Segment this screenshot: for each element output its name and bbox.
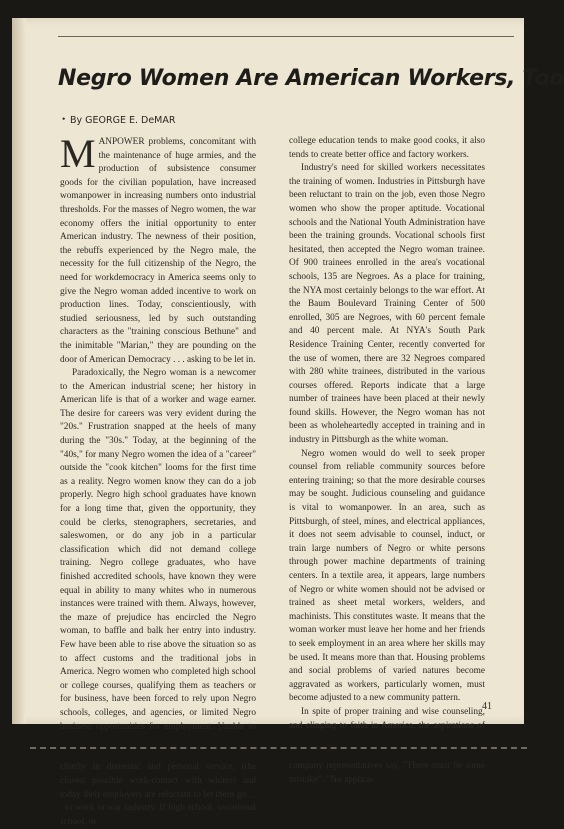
drop-cap: M bbox=[60, 131, 96, 176]
article-title: Negro Women Are American Workers, Too bbox=[58, 66, 564, 91]
scan-registration-marks bbox=[30, 747, 527, 751]
top-rule bbox=[58, 36, 514, 37]
magazine-page bbox=[12, 18, 564, 827]
page-spine bbox=[12, 18, 26, 724]
paragraph-5: Negro women would do well to seek proper counsel from reliable community sources before entering training; so that the more desirable courses may be sought. Judicious counseling and guidance is vital to womanpower. In an area, such as Pittsburgh, of steel, mines, and electrical appliances, it does not seem advisable to counsel, induct, or train large numbers of Negro or white persons through power machine departments of training centers. In a textile area, it appears, large numbers of Negro or white women should not be advised or trained as sheet metal workers, welders, and machinists. This constitutes waste. It means that the woman worker must leave her home and her friends to seek employment in an area where her skills may be used. It means more than that. Housing problems and social problems of varied natures become aggravated as workers, particularly women, must become adjusted to a new community pattern. bbox=[289, 448, 485, 704]
paragraph-4: Industry's need for skilled workers necessitates the training of women. Industries in Pittsburgh have been reluctant to train on the job, even those Negro women who show the proper aptitude. Vocational schools and the National Youth Administration have been the training grounds. Vocational schools first hesitated, then accepted the Negro woman trainee. Of 900 trainees enrolled in the area's vocational schools, 135 are Negroes. As a place for training, the NYA most certainly belongs to the war effort. At the Baum Boulevard Training Center of 500 enrolled, 305 are Negroes, with 60 percent female and 40 percent male. At NYA's South Park Residence Training Center, recently converted for the use of women, there are 32 Negroes compared with 280 white trainees, distributed in the various courses offered. Reports indicate that a large number of trainees have been placed at their newly found skills. However, the Negro woman has not been as wholeheartedly accepted in training and in industry in Pittsburgh as the white woman. bbox=[289, 163, 485, 446]
paragraph-1 bbox=[60, 131, 256, 367]
paragraph-3: college education tends to make good cooks, it also tends to create better office and factory workers. bbox=[289, 136, 485, 160]
right-column bbox=[289, 135, 485, 788]
byline: By GEORGE E. DeMAR bbox=[70, 115, 176, 126]
paragraph-1-text: ANPOWER problems, concomitant with the maintenance of huge armies, and the production of subsistence consumer goods for the civilian population, have increased womanpower in increasing numbers onto industrial thresholds. For the masses of Negro women, the war economy offers the initial opportunity to enter American industry. The newness of their position, the rebuffs experienced by the Negro male, the necessity for the full citizenship of the Negro, the need for workdemocracy in America seems only to give the Negro woman added incentive to work on production lines. Today, conscientiously, with studied seriousness, led by such outstanding characters as the "training conscious Bethune" and the inimitable "Marian," they are pounding on the door of American Democracy . . . asking to be let in. bbox=[60, 137, 256, 365]
page-number: 41 bbox=[482, 701, 492, 712]
left-column bbox=[60, 131, 256, 829]
byline-bullet: • bbox=[62, 115, 66, 125]
scan-bottom-edge bbox=[0, 733, 547, 759]
paragraph-6: In spite of proper training and wise counseling, and clinging to faith in America, the aspirations of company representatives say, "There must be some mistake": "No applica- bbox=[289, 706, 485, 785]
paragraph-2: Paradoxically, the Negro woman is a newcomer to the American industrial scene; her history in American life is that of a worker and wage earner. The desire for careers was very evident during the "20s." Frustration snapped at the heels of many during the "30s." Today, at the beginning of the "40s," for many Negro women the idea of a "career" outside the "cook kitchen" looms for the first time as a reality. Negro women know they can do a job properly. Negro high school graduates have known for a long time that, given the opportunity, they could be clerks, stenographers, secretaries, and saleswomen, or do any job in a particular classification which did not demand college training. Negro college graduates, who have finished accredited schools, have known they were equal in ability to many whites who in numerous instances were trained with them. Always, however, the maze of prejudice has encircled the Negro woman, to baffle and balk her entry into industry. Few have been able to rise above the situation so as to affect customs and the traditional jobs in America. Negro women who completed high school or college courses, qualifying them as teachers or for business, have been forced to rely upon Negro schools, colleges, and agencies, or limited Negro business opportunities for employment. Unable to chiefly in domestic and personal service, (the closest possible work-contact with whites) and today their employers are reluctant to let them go . . . to work in war industry. If high school, vocational school, or bbox=[60, 368, 256, 827]
